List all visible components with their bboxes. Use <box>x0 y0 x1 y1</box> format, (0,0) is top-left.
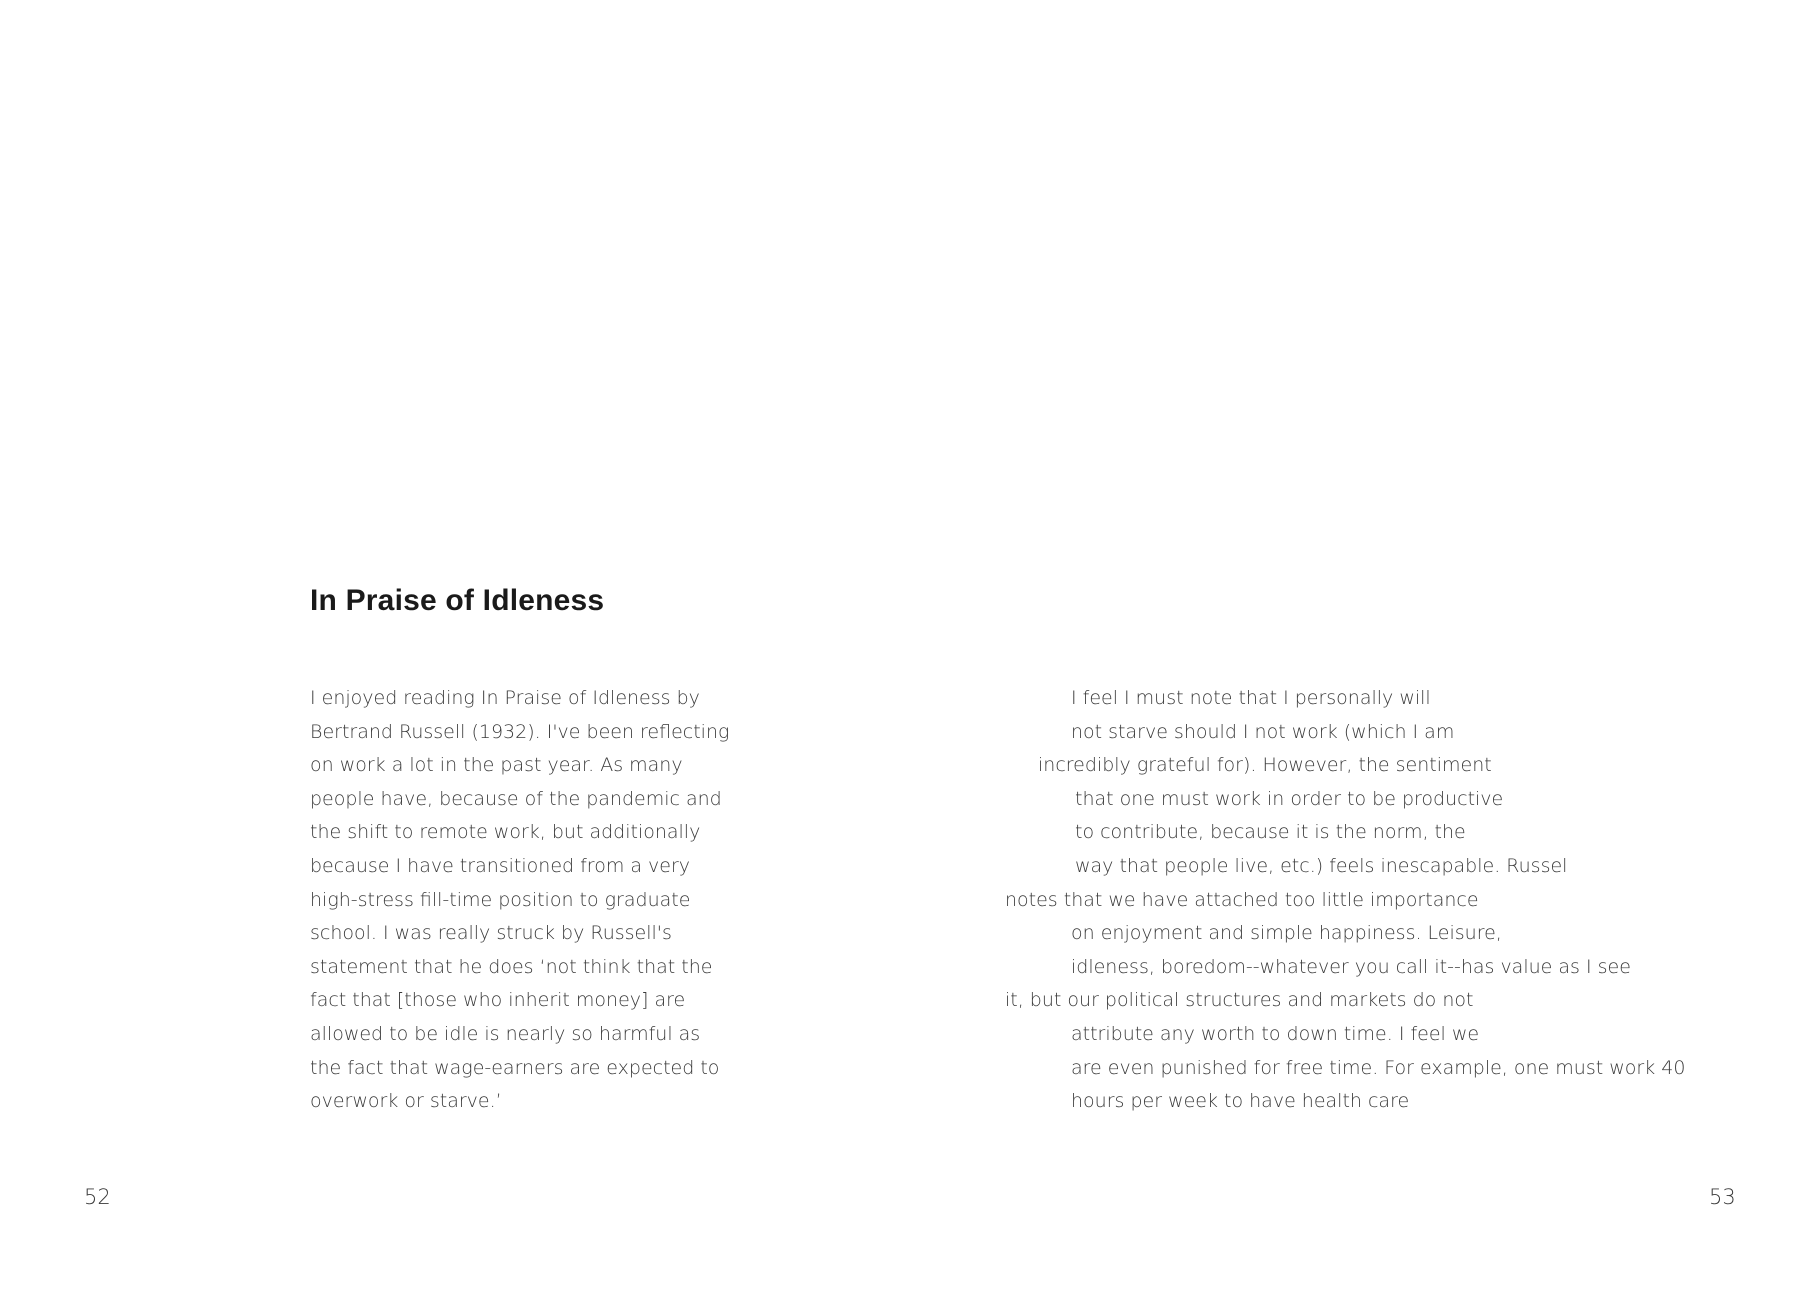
left-text-line: fact that [those who inherit money] are <box>310 989 686 1012</box>
right-column-text <box>1005 682 1705 1119</box>
right-text-line: are even punished for free time. For example, one must work 40 <box>1071 1056 1686 1079</box>
page-number-right: 53 <box>1709 1185 1736 1209</box>
left-column-text <box>310 682 760 1119</box>
right-text-line: notes that we have attached too little importance <box>1005 888 1479 911</box>
left-text-line: the shift to remote work, but additionally <box>310 821 701 844</box>
left-text-line: because I have transitioned from a very <box>310 854 691 877</box>
left-text-line: I enjoyed reading In Praise of Idleness by <box>310 687 700 709</box>
right-text-line: on enjoyment and simple happiness. Leisure, <box>1071 922 1502 945</box>
right-text-line: I feel I must note that I personally will <box>1071 687 1431 709</box>
left-text-line: overwork or starve.’ <box>310 1090 502 1113</box>
left-text-line: statement that he does ‘not think that the <box>310 955 713 978</box>
left-text-line: the fact that wage-earners are expected to <box>310 1056 720 1079</box>
left-text-line: school. I was really struck by Russell's <box>310 922 672 945</box>
left-text-line: Bertrand Russell (1932). I've been reflecting <box>310 720 730 743</box>
left-text-line: allowed to be idle is nearly so harmful as <box>310 1022 701 1045</box>
right-text-line: hours per week to have health care <box>1071 1090 1410 1113</box>
page-number-left: 52 <box>84 1185 111 1209</box>
left-text-line: on work a lot in the past year. As many <box>310 754 683 777</box>
left-text-line: people have, because of the pandemic and <box>310 787 722 810</box>
right-text-line: it, but our political structures and markets do not <box>1005 989 1474 1012</box>
right-text-line: incredibly grateful for). However, the sentiment <box>1038 754 1492 777</box>
right-text-line: idleness, boredom--whatever you call it--has value as I see <box>1071 955 1631 978</box>
right-text-line: that one must work in order to be productive <box>1075 787 1504 810</box>
right-text-line: not starve should I not work (which I am <box>1071 720 1455 743</box>
page-title: In Praise of Idleness <box>310 584 605 617</box>
right-text-line: to contribute, because it is the norm, the <box>1075 821 1466 844</box>
right-text-line: attribute any worth to down time. I feel we <box>1071 1022 1480 1045</box>
right-text-line: way that people live, etc.) feels inescapable. Russel <box>1075 854 1568 877</box>
left-text-line: high-stress fill-time position to graduate <box>310 888 691 911</box>
